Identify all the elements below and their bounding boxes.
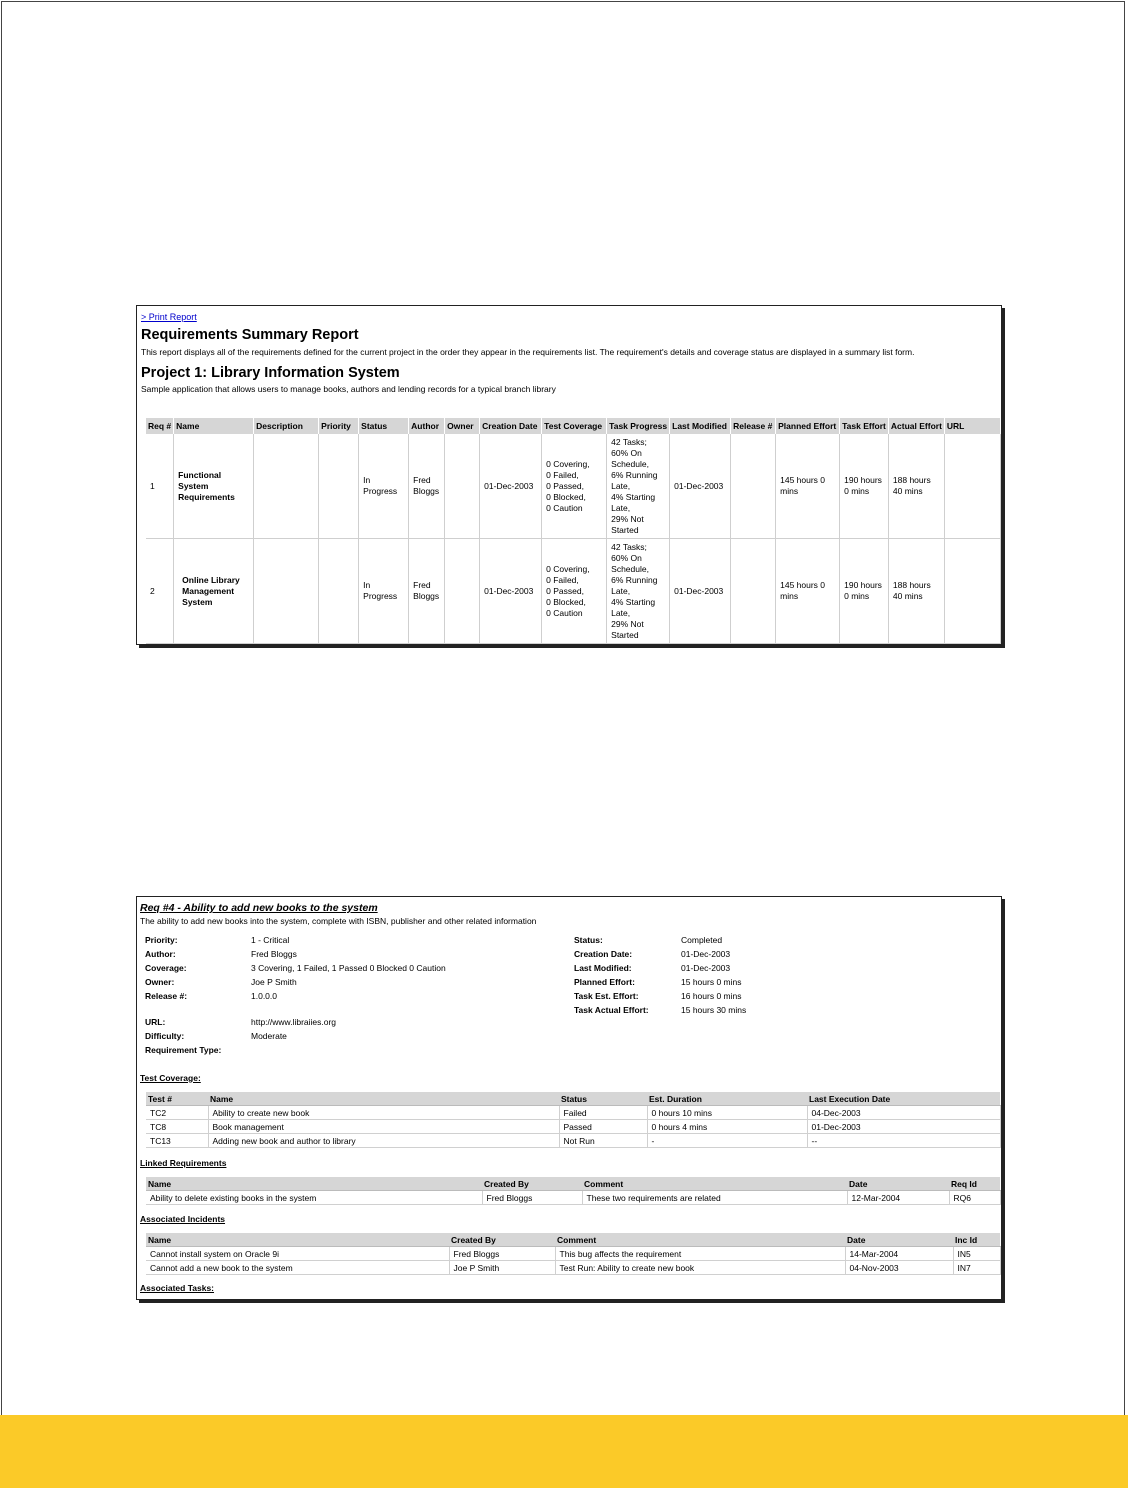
field-label: Task Actual Effort:	[574, 1005, 649, 1015]
test-last-execution: 01-Dec-2003	[807, 1120, 1000, 1134]
req-description	[254, 539, 319, 644]
col-header[interactable]: Author	[409, 418, 445, 434]
table-header-row	[146, 418, 1000, 434]
req-status: In Progress	[359, 434, 409, 539]
test-name: Book management	[208, 1120, 559, 1134]
col-header: Name	[146, 1233, 449, 1247]
report-title: Requirements Summary Report	[141, 327, 359, 343]
field-value: 3 Covering, 1 Failed, 1 Passed 0 Blocked 0 Caution	[251, 963, 446, 973]
req-test-coverage: 0 Covering, 0 Failed, 0 Passed, 0 Blocked, 0 Caution	[542, 539, 607, 644]
table-row[interactable]	[146, 434, 1000, 539]
incident-comment: This bug affects the requirement	[555, 1247, 845, 1261]
incident-name[interactable]: Cannot add a new book to the system	[146, 1261, 449, 1275]
col-header[interactable]: Task Progress	[607, 418, 670, 434]
col-header[interactable]: Description	[254, 418, 319, 434]
field-value: 15 hours 0 mins	[681, 977, 742, 987]
incident-comment: Test Run: Ability to create new book	[555, 1261, 845, 1275]
req-author: Fred Bloggs	[409, 434, 445, 539]
col-header: Last Execution Date	[807, 1092, 1000, 1106]
table-row[interactable]	[146, 1106, 1000, 1120]
col-header: Created By	[449, 1233, 555, 1247]
req-name[interactable]: Functional System Requirements	[174, 434, 254, 539]
test-name: Adding new book and author to library	[208, 1134, 559, 1148]
col-header[interactable]: Task Effort	[840, 418, 889, 434]
req-number: 1	[146, 434, 174, 539]
associated-tasks-title: Associated Tasks:	[140, 1283, 215, 1293]
field-label: Difficulty:	[145, 1031, 185, 1041]
col-header[interactable]: URL	[944, 418, 1000, 434]
col-header: Date	[847, 1177, 949, 1191]
test-coverage-title: Test Coverage:	[140, 1073, 201, 1083]
col-header: Inc Id	[953, 1233, 1000, 1247]
footer-band	[0, 1415, 1128, 1488]
req-planned-effort: 145 hours 0 mins	[776, 539, 840, 644]
linked-req-created-by: Fred Bloggs	[482, 1191, 582, 1205]
left-details	[145, 935, 446, 1005]
req-url	[944, 539, 1000, 644]
test-id[interactable]: TC8	[146, 1120, 208, 1134]
col-header: Comment	[555, 1233, 845, 1247]
req-test-coverage: 0 Covering, 0 Failed, 0 Passed, 0 Blocked, 0 Caution	[542, 434, 607, 539]
col-header[interactable]: Status	[359, 418, 409, 434]
req-priority	[319, 539, 359, 644]
req-task-effort: 190 hours 0 mins	[840, 434, 889, 539]
col-header: Status	[559, 1092, 647, 1106]
field-value: 1 - Critical	[251, 935, 290, 945]
req-owner	[445, 539, 480, 644]
field-value: Moderate	[251, 1031, 287, 1041]
req-task-progress: 42 Tasks; 60% On Schedule, 6% Running Late, 4% Starting Late, 29% Not Started	[607, 539, 670, 644]
print-report-link[interactable]: > Print Report	[141, 312, 197, 322]
req-owner	[445, 434, 480, 539]
field-label: Coverage:	[145, 963, 187, 973]
col-header[interactable]: Name	[174, 418, 254, 434]
field-value: Fred Bloggs	[251, 949, 297, 959]
field-label: Creation Date:	[574, 949, 633, 959]
req-actual-effort: 188 hours 40 mins	[888, 539, 944, 644]
col-header[interactable]: Owner	[445, 418, 480, 434]
project-title: Project 1: Library Information System	[141, 365, 400, 381]
field-label: Status:	[574, 935, 603, 945]
incident-created-by: Fred Bloggs	[449, 1247, 555, 1261]
field-value: Joe P Smith	[251, 977, 297, 987]
col-header: Date	[845, 1233, 953, 1247]
table-row[interactable]	[146, 1134, 1000, 1148]
req-creation-date: 01-Dec-2003	[480, 434, 542, 539]
associated-incidents-table	[146, 1233, 1001, 1275]
col-header[interactable]: Release #	[731, 418, 776, 434]
project-description: Sample application that allows users to manage books, authors and lending records for a typical branch library	[141, 384, 556, 394]
field-value: Completed	[681, 935, 723, 945]
req-task-effort: 190 hours 0 mins	[840, 539, 889, 644]
field-label: URL:	[145, 1017, 166, 1027]
col-header[interactable]: Planned Effort	[776, 418, 840, 434]
field-label: Owner:	[145, 977, 175, 987]
right-details	[574, 935, 746, 1019]
col-header: Est. Duration	[647, 1092, 807, 1106]
test-coverage-table	[146, 1092, 1001, 1148]
report-description: This report displays all of the requirements defined for the current project in the order they appear in the requirements list. The requirement's details and coverage status are displayed in a summary list form.	[141, 347, 915, 357]
left-details-extra	[145, 1017, 336, 1059]
req-creation-date: 01-Dec-2003	[480, 539, 542, 644]
field-label: Planned Effort:	[574, 977, 635, 987]
req-release	[731, 434, 776, 539]
field-label: Last Modified:	[574, 963, 632, 973]
linked-requirements-title: Linked Requirements	[140, 1158, 227, 1168]
field-value: 01-Dec-2003	[681, 949, 731, 959]
test-status: Passed	[559, 1120, 647, 1134]
field-label: Requirement Type:	[145, 1045, 222, 1055]
linked-req-comment: These two requirements are related	[582, 1191, 847, 1205]
req-release	[731, 539, 776, 644]
col-header[interactable]: Req #	[146, 418, 174, 434]
table-row[interactable]	[146, 1261, 1000, 1275]
req-planned-effort: 145 hours 0 mins	[776, 434, 840, 539]
incident-created-by: Joe P Smith	[449, 1261, 555, 1275]
req-status: In Progress	[359, 539, 409, 644]
col-header: Name	[208, 1092, 559, 1106]
table-row[interactable]	[146, 539, 1000, 644]
req-author: Fred Bloggs	[409, 539, 445, 644]
req-priority	[319, 434, 359, 539]
test-duration: 0 hours 4 mins	[647, 1120, 807, 1134]
field-value: http://www.libraiies.org	[251, 1017, 337, 1027]
table-row[interactable]	[146, 1247, 1000, 1261]
requirement-detail-screenshot	[136, 896, 1002, 1300]
col-header: Comment	[582, 1177, 847, 1191]
field-label: Task Est. Effort:	[574, 991, 639, 1001]
linked-requirements-table	[146, 1177, 1001, 1205]
table-header-row	[146, 1177, 1000, 1191]
col-header[interactable]: Test Coverage	[542, 418, 607, 434]
requirements-table	[146, 418, 1001, 644]
test-duration: -	[647, 1134, 807, 1148]
incident-name[interactable]: Cannot install system on Oracle 9i	[146, 1247, 449, 1261]
field-value: 1.0.0.0	[251, 991, 277, 1001]
test-status: Not Run	[559, 1134, 647, 1148]
field-value: 01-Dec-2003	[681, 963, 731, 973]
linked-req-date: 12-Mar-2004	[847, 1191, 949, 1205]
field-label: Release #:	[145, 991, 188, 1001]
field-value: 15 hours 30 mins	[681, 1005, 747, 1015]
associated-incidents-title: Associated Incidents	[140, 1214, 226, 1224]
requirements-summary-screenshot	[136, 305, 1002, 645]
test-status: Failed	[559, 1106, 647, 1120]
req-url	[944, 434, 1000, 539]
requirement-heading: Req #4 - Ability to add new books to the system	[140, 902, 378, 914]
test-id[interactable]: TC13	[146, 1134, 208, 1148]
col-header[interactable]: Priority	[319, 418, 359, 434]
field-label: Priority:	[145, 935, 178, 945]
table-row[interactable]	[146, 1120, 1000, 1134]
test-name: Ability to create new book	[208, 1106, 559, 1120]
linked-req-name[interactable]: Ability to delete existing books in the system	[146, 1191, 482, 1205]
req-last-modified: 01-Dec-2003	[670, 434, 731, 539]
incident-date: 04-Nov-2003	[845, 1261, 953, 1275]
col-header[interactable]: Creation Date	[480, 418, 542, 434]
table-header-row	[146, 1092, 1000, 1106]
test-duration: 0 hours 10 mins	[647, 1106, 807, 1120]
col-header: Req Id	[949, 1177, 1000, 1191]
incident-id: IN7	[953, 1261, 1000, 1275]
test-last-execution: --	[807, 1134, 1000, 1148]
test-last-execution: 04-Dec-2003	[807, 1106, 1000, 1120]
req-name[interactable]: Online Library Management System	[174, 539, 254, 644]
requirement-subheading: The ability to add new books into the system, complete with ISBN, publisher and other related information	[140, 916, 537, 926]
table-header-row	[146, 1233, 1000, 1247]
field-value: 16 hours 0 mins	[681, 991, 742, 1001]
col-header: Created By	[482, 1177, 582, 1191]
col-header: Name	[146, 1177, 482, 1191]
req-description	[254, 434, 319, 539]
req-last-modified: 01-Dec-2003	[670, 539, 731, 644]
linked-req-id: RQ6	[949, 1191, 1000, 1205]
incident-id: IN5	[953, 1247, 1000, 1261]
col-header[interactable]: Actual Effort	[888, 418, 944, 434]
req-number: 2	[146, 539, 174, 644]
incident-date: 14-Mar-2004	[845, 1247, 953, 1261]
req-actual-effort: 188 hours 40 mins	[888, 434, 944, 539]
field-label: Author:	[145, 949, 176, 959]
table-row[interactable]	[146, 1191, 1000, 1205]
col-header: Test #	[146, 1092, 208, 1106]
col-header[interactable]: Last Modified	[670, 418, 731, 434]
test-id[interactable]: TC2	[146, 1106, 208, 1120]
req-task-progress: 42 Tasks; 60% On Schedule, 6% Running Late, 4% Starting Late, 29% Not Started	[607, 434, 670, 539]
